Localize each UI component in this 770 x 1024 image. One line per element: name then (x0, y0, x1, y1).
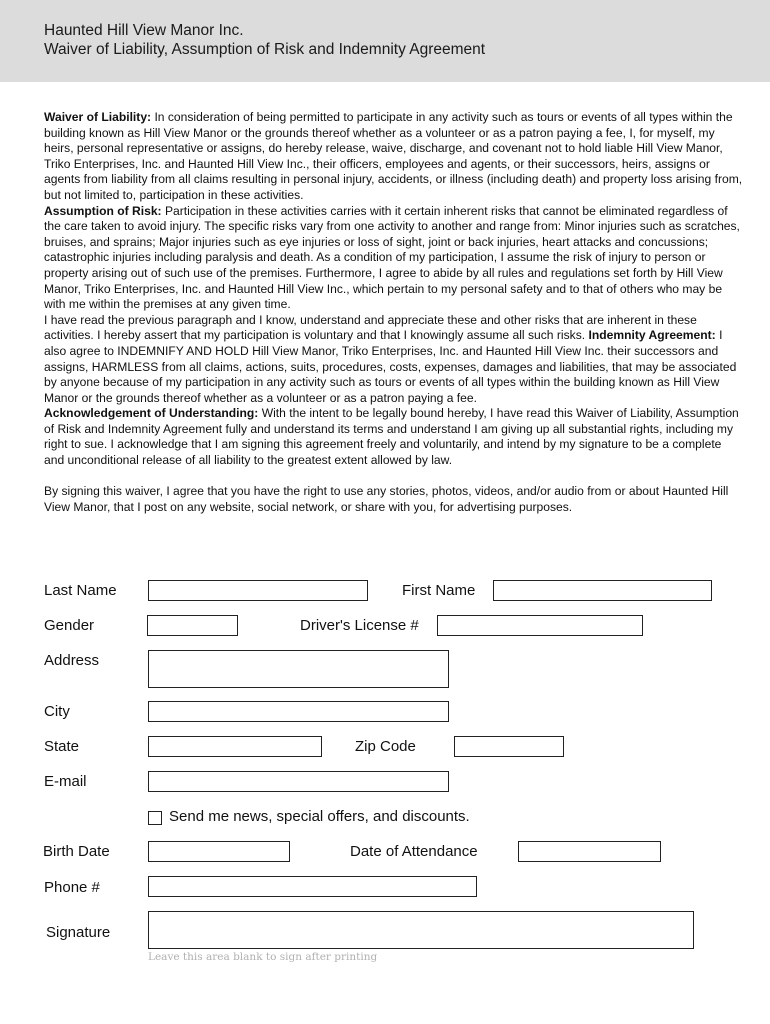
document-title: Waiver of Liability, Assumption of Risk and Indemnity Agreement (44, 41, 486, 58)
gender-input[interactable] (147, 615, 238, 636)
state-input[interactable] (148, 736, 322, 757)
first-name-input[interactable] (493, 580, 712, 601)
zip-code-input[interactable] (454, 736, 564, 757)
company-name: Haunted Hill View Manor Inc. (44, 22, 244, 39)
first-name-label: First Name (402, 582, 476, 599)
date-of-attendance-input[interactable] (518, 841, 661, 862)
indemnity-text: I also agree to INDEMNIFY AND HOLD Hill View Manor, Triko Enterprises, Inc. and Haunted Hill View Inc. their successors and assigns, HARMLESS from all claims, actions, suits, procedures, costs, expenses, damages and liabilities, that may be associated by anyone because of my participation in any activity such as tours or events of all types within the building known as Hill View Manor or the grounds thereof whether as a volunteer or as a patron paying a fee. (44, 328, 737, 405)
birth-date-input[interactable] (148, 841, 290, 862)
acknowledgement-text: With the intent to be legally bound hereby, I have read this Waiver of Liability, Assumption of Risk and Indemnity Agreement fully and understand its terms and understand I am giving up all substantial rights, including my right to sue. I acknowledge that I am signing this agreement freely and voluntarily, and intend by my signature to be a complete and unconditional release of all liability to the greatest extent allowed by law. (44, 406, 739, 468)
signature-label: Signature (46, 924, 111, 941)
last-name-input[interactable] (148, 580, 368, 601)
gender-label: Gender (44, 617, 95, 634)
address-label: Address (44, 652, 100, 669)
waiver-text: In consideration of being permitted to participate in any activity such as tours or events of all types within the building known as Hill View Manor or the grounds thereof whether as a volunteer or as a patron paying a fee, I, for myself, my heirs, personal representative or assigns, do hereby release, waive, discharge, and covenant not to hold liable Hill View Manor, Triko Enterprises, Inc. and Haunted Hill View Inc., their officers, employees and agents, or their successors, heirs, assigns or agents from liability from all claims resulting in personal injury, accidents, or illness (including death) and property loss arising from, but not limited to, participation in these activities. (44, 110, 743, 202)
newsletter-checkbox[interactable] (148, 811, 162, 825)
drivers-license-label: Driver's License # (300, 617, 419, 634)
state-label: State (44, 738, 80, 755)
phone-label: Phone # (44, 879, 100, 896)
acknowledgement-heading: Acknowledgement of Understanding: (44, 406, 259, 421)
city-input[interactable] (148, 701, 449, 722)
read-text: I have read the previous paragraph and I know, understand and appreciate these and other risks that are inherent in these activities. I hereby assert that my participation is voluntary and that I knowingly assume all such risks. (44, 312, 697, 343)
email-label: E-mail (44, 773, 87, 790)
drivers-license-input[interactable] (437, 615, 643, 636)
signature-hint: Leave this area blank to sign after printing (148, 951, 378, 963)
date-of-attendance-label: Date of Attendance (350, 843, 478, 860)
city-label: City (44, 703, 70, 720)
risk-text: Participation in these activities carries with it certain inherent risks that cannot be eliminated regardless of the care taken to avoid injury. The specific risks vary from one activity to another and range from: Minor injuries such as scratches, bruises, and sprains; Major injuries such as eye injuries or loss of sight, joint or back injuries, heart attacks and concussions; catastrophic injuries including paralysis and death. As a condition of my participation, I assume the risk of injury to person or property arising out of such use of the premises. Furthermore, I agree to abide by all rules and regulations set forth by Hill View Manor, Triko Enterprises, Inc. and Haunted Hill View Inc., which pertain to my personal safety and to that of others who may be with me within the premises at any given time. (44, 203, 740, 312)
signature-field[interactable] (148, 911, 694, 949)
waiver-heading: Waiver of Liability: (44, 110, 152, 124)
address-input[interactable] (148, 650, 449, 688)
newsletter-label: Send me news, special offers, and discounts. (169, 808, 470, 825)
phone-input[interactable] (148, 876, 477, 897)
document-header (0, 0, 770, 82)
birth-date-label: Birth Date (43, 843, 110, 860)
risk-heading: Assumption of Risk: (44, 203, 162, 218)
media-consent-text: By signing this waiver, I agree that you have the right to use any stories, photos, videos, and/or audio from or about Haunted Hill View Manor, that I post on any website, social network, or share with you, for advertising purposes. (44, 484, 729, 514)
last-name-label: Last Name (44, 582, 117, 599)
zip-code-label: Zip Code (355, 738, 416, 755)
indemnity-heading: Indemnity Agreement: (588, 328, 716, 343)
email-input[interactable] (148, 771, 449, 792)
agreement-text (44, 110, 744, 469)
